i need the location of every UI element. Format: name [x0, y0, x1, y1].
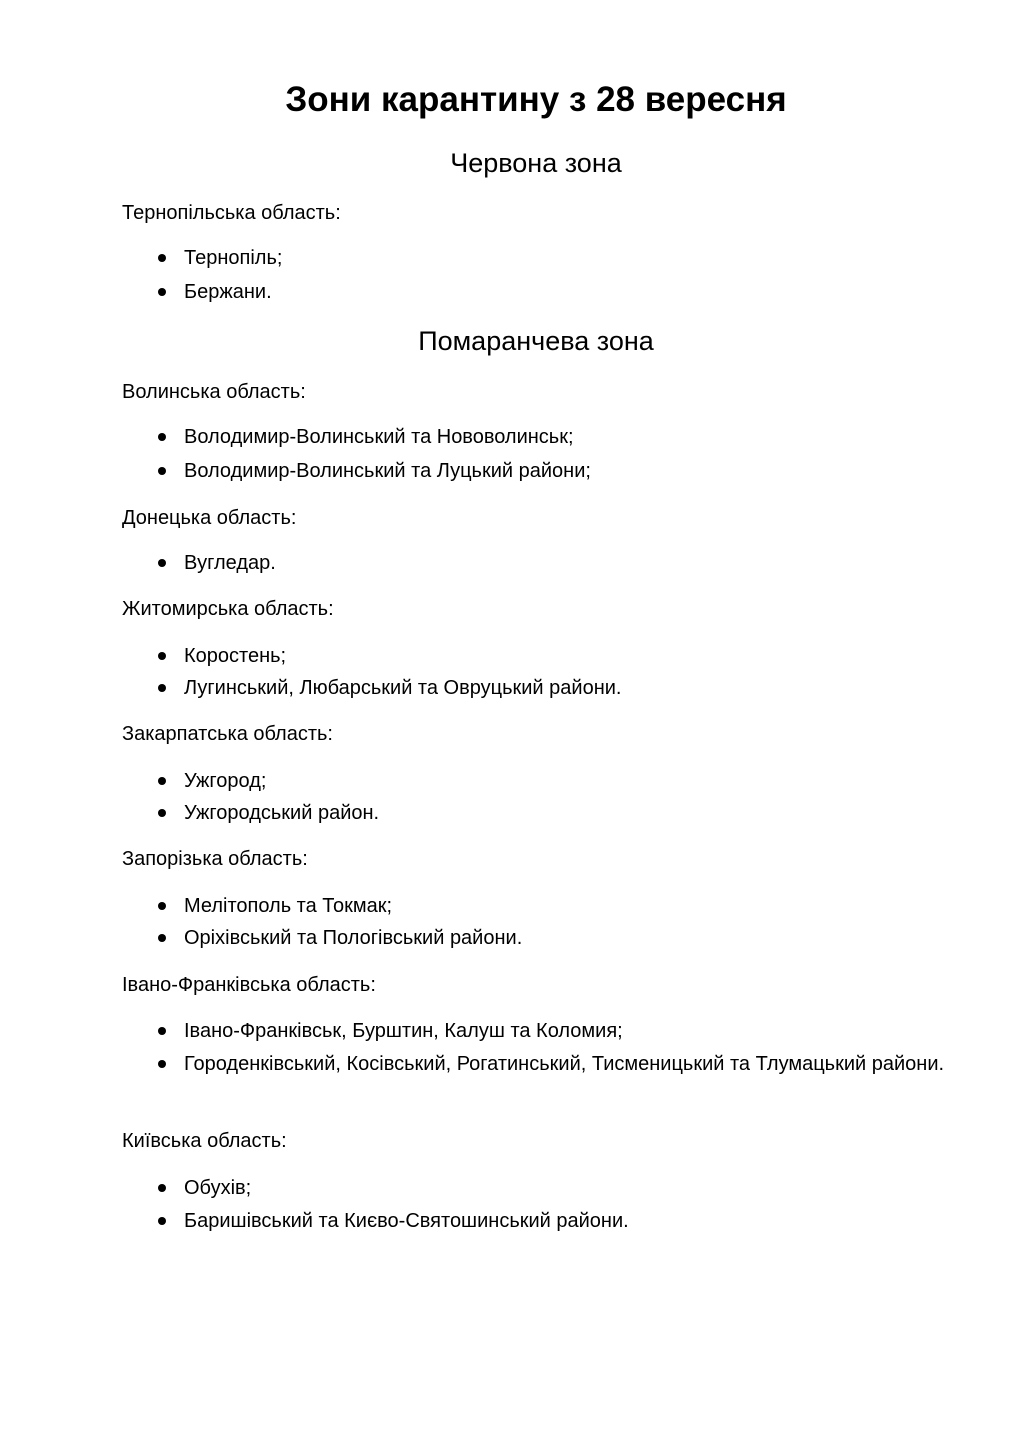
bullet-icon — [158, 433, 166, 441]
bullet-icon — [158, 777, 166, 785]
list-item — [158, 276, 978, 308]
list-item-text: Оріхівський та Пологівський райони. — [184, 927, 523, 949]
bullet-icon — [158, 467, 166, 475]
bullet-icon — [158, 1217, 166, 1225]
list-item-text: Івано-Франківськ, Бурштин, Калуш та Коломия; — [184, 1020, 623, 1042]
list-item-text: Вугледар. — [184, 552, 276, 574]
region-label-ternopil: Тернопільська область: — [122, 202, 341, 224]
list-item — [158, 242, 978, 274]
region-label-volyn: Волинська область: — [122, 381, 306, 403]
region-label-ivano-frankivsk: Івано-Франківська область: — [122, 974, 376, 996]
list-item — [158, 1205, 978, 1237]
list-item — [158, 455, 978, 487]
list-item — [158, 640, 978, 672]
bullet-icon — [158, 1184, 166, 1192]
bullet-icon — [158, 902, 166, 910]
list-item-text: Бержани. — [184, 281, 272, 303]
bullet-icon — [158, 652, 166, 660]
list-item — [158, 797, 978, 829]
list-item — [158, 890, 978, 922]
region-label-zhytomyr: Житомирська область: — [122, 598, 334, 620]
bullet-icon — [158, 254, 166, 262]
list-item-text: Мелітополь та Токмак; — [184, 895, 392, 917]
list-item — [158, 1172, 978, 1204]
list-item-text: Ужгород; — [184, 770, 267, 792]
list-item-text: Коростень; — [184, 645, 287, 667]
list-item — [158, 765, 978, 797]
bullet-icon — [158, 934, 166, 942]
bullet-icon — [158, 288, 166, 296]
list-item — [158, 421, 978, 453]
bullet-icon — [158, 1027, 166, 1035]
list-item-text: Володимир-Волинський та Луцький райони; — [184, 460, 591, 482]
list-item-text: Городенківський, Косівський, Рогатинський, Тисменицький та Тлумацький райони. — [184, 1053, 945, 1075]
list-item — [158, 922, 978, 954]
bullet-icon — [158, 559, 166, 567]
list-item-text: Баришівський та Києво-Святошинський райони. — [184, 1210, 629, 1232]
bullet-icon — [158, 684, 166, 692]
list-item-text: Обухів; — [184, 1177, 252, 1199]
list-item — [158, 1015, 978, 1047]
zone-heading-orange: Помаранчева зона — [418, 326, 654, 356]
list-item — [158, 547, 978, 579]
bullet-icon — [158, 809, 166, 817]
list-item-text: Володимир-Волинський та Нововолинськ; — [184, 426, 574, 448]
bullet-icon — [158, 1060, 166, 1068]
list-item-text: Ужгородський район. — [184, 802, 380, 824]
list-item — [158, 1048, 978, 1080]
zone-heading-red: Червона зона — [450, 148, 622, 178]
list-item-text: Лугинський, Любарський та Овруцький райони. — [184, 677, 622, 699]
page-title: Зони карантину з 28 вересня — [285, 80, 787, 119]
region-label-kyiv: Київська область: — [122, 1130, 287, 1152]
list-item-text: Тернопіль; — [184, 247, 283, 269]
list-item — [158, 672, 978, 704]
region-label-zakarpattia: Закарпатська область: — [122, 723, 333, 745]
region-label-donetsk: Донецька область: — [122, 507, 297, 529]
region-label-zaporizhzhia: Запорізька область: — [122, 848, 308, 870]
